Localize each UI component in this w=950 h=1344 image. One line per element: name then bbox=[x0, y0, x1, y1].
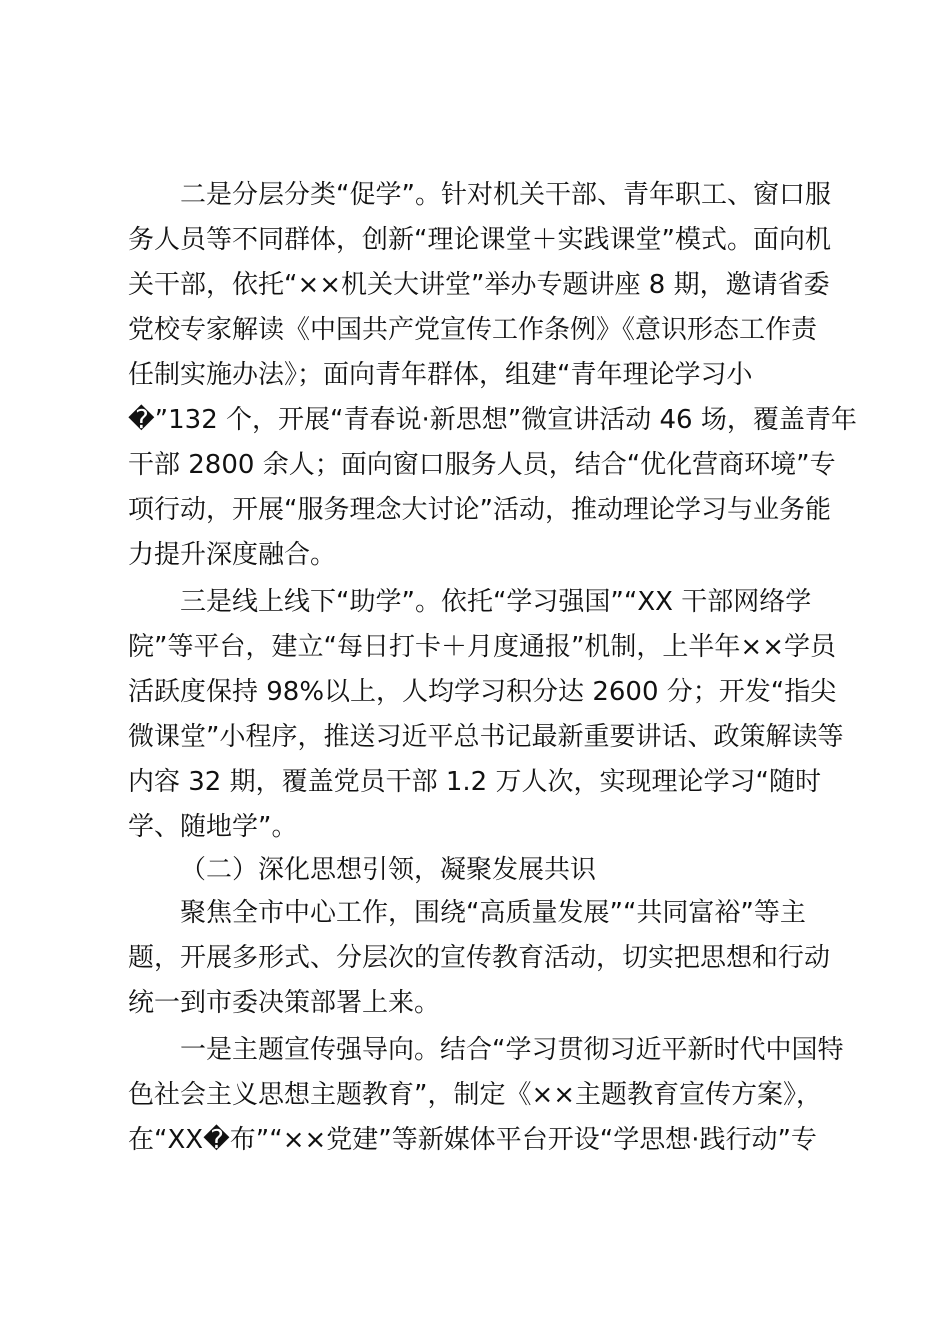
paragraph-line: 学、随地学”。 bbox=[128, 812, 298, 842]
paragraph-line: 党校专家解读《中国共产党宣传工作条例》《意识形态工作责 bbox=[128, 315, 818, 345]
paragraph-line: 院”等平台，建立“每日打卡＋月度通报”机制，上半年××学员 bbox=[128, 632, 836, 662]
paragraph-line: �”132 个，开展“青春说·新思想”微宣讲活动 46 场，覆盖青年 bbox=[128, 405, 857, 435]
paragraph-line: 活跃度保持 98%以上，人均学习积分达 2600 分；开发“指尖 bbox=[128, 677, 837, 707]
paragraph-line: 一是主题宣传强导向。结合“学习贯彻习近平新时代中国特 bbox=[180, 1035, 844, 1065]
paragraph-line: 务人员等不同群体，创新“理论课堂＋实践课堂”模式。面向机 bbox=[128, 225, 831, 255]
section-heading: （二）深化思想引领，凝聚发展共识 bbox=[180, 855, 597, 885]
paragraph-line: 干部 2800 余人；面向窗口服务人员，结合“优化营商环境”专 bbox=[128, 450, 836, 480]
paragraph-line: 色社会主义思想主题教育”，制定《××主题教育宣传方案》， bbox=[128, 1080, 823, 1110]
paragraph-line: 力提升深度融合。 bbox=[128, 540, 337, 570]
paragraph-line: 关干部，依托“××机关大讲堂”举办专题讲座 8 期，邀请省委 bbox=[128, 270, 830, 300]
paragraph-line: 二是分层分类“促学”。针对机关干部、青年职工、窗口服 bbox=[180, 180, 831, 210]
paragraph-line: 三是线上线下“助学”。依托“学习强国”“XX 干部网络学 bbox=[180, 587, 812, 617]
paragraph-line: 任制实施办法》；面向青年群体，组建“青年理论学习小 bbox=[128, 360, 753, 390]
paragraph-line: 内容 32 期，覆盖党员干部 1.2 万人次，实现理论学习“随时 bbox=[128, 767, 821, 797]
paragraph-line: 项行动，开展“服务理念大讨论”活动，推动理论学习与业务能 bbox=[128, 495, 831, 525]
paragraph-line: 聚焦全市中心工作，围绕“高质量发展”“共同富裕”等主 bbox=[180, 898, 806, 928]
paragraph-line: 统一到市委决策部署上来。 bbox=[128, 988, 441, 1018]
paragraph-line: 题，开展多形式、分层次的宣传教育活动，切实把思想和行动 bbox=[128, 943, 831, 973]
paragraph-line: 微课堂”小程序，推送习近平总书记最新重要讲话、政策解读等 bbox=[128, 722, 844, 752]
paragraph-line: 在“XX�布”“××党建”等新媒体平台开设“学思想·践行动”专 bbox=[128, 1125, 817, 1155]
